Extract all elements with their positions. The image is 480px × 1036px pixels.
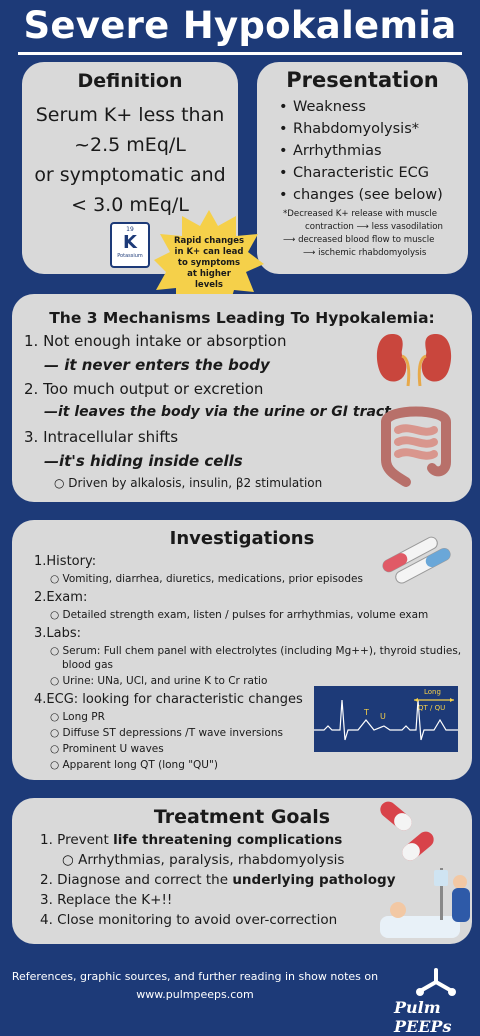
- investigations-heading: Investigations: [169, 528, 315, 549]
- inv-exam-sub: ○ Detailed strength exam, listen / pulses for arrhythmias, volume exam: [50, 609, 429, 621]
- goal-bold: underlying pathology: [232, 872, 396, 888]
- presentation-item: • Rhabdomyolysis*: [279, 118, 468, 140]
- ecg-u-label: U: [380, 712, 386, 721]
- title-rule: [18, 52, 462, 55]
- goal-bold: life threatening complications: [113, 832, 343, 848]
- presentation-item: • Characteristic ECG: [279, 162, 468, 184]
- treatment-card: [12, 798, 472, 944]
- note-text: decreased blood flow to muscle: [298, 235, 435, 245]
- presentation-note: [283, 208, 468, 260]
- inv-labs-sub2: ○ Urine: UNa, UCl, and urine K to Cr ratio: [50, 675, 268, 687]
- goal-text: 2. Diagnose and correct the: [40, 872, 233, 888]
- definition-heading: Definition: [77, 70, 183, 92]
- definition-line: ~2.5 mEq/L: [74, 134, 186, 156]
- presentation-item-cont: • changes (see below): [279, 184, 468, 206]
- test-tubes-icon: [372, 526, 468, 586]
- ecg-long-label: Long: [424, 688, 441, 696]
- inv-labs-sub1: ○ Serum: Full chem panel with electrolytes (including Mg++), thyroid studies,: [50, 645, 462, 657]
- inv-ecg-item: ○ Prominent U waves: [50, 743, 164, 755]
- inv-labs-sub2-text: Urine: UNa, UCl, and urine K to Cr ratio: [62, 675, 268, 687]
- goal-text: 1. Prevent: [40, 832, 114, 848]
- tile-number: 19: [126, 226, 134, 233]
- page-title: Severe Hypokalemia: [23, 4, 457, 47]
- inv-ecg-item-text: Prominent U waves: [62, 743, 164, 755]
- mechanism-1-detail: — it never enters the body: [44, 356, 270, 374]
- inv-history: 1.History:: [34, 554, 97, 569]
- treatment-heading: Treatment Goals: [153, 806, 331, 828]
- definition-line: Serum K+ less than: [35, 104, 225, 126]
- ecg-qt-label: QT / QU: [418, 704, 446, 712]
- goal-sub-text: Arrhythmias, paralysis, rhabdomyolysis: [78, 852, 345, 868]
- definition-body: [22, 100, 238, 220]
- inv-ecg-item: ○ Long PR: [50, 711, 105, 723]
- note-line: [283, 221, 468, 234]
- arrow-icon: ⟶: [356, 222, 369, 232]
- treatment-goal-1: [40, 832, 342, 848]
- note-text: ischemic rhabdomyolysis: [318, 248, 427, 258]
- inv-ecg-item: ○ Diffuse ST depressions /T wave inversions: [50, 727, 283, 739]
- mechanism-3-sub-text: Driven by alkalosis, insulin, β2 stimulation: [68, 476, 323, 490]
- presentation-heading: Presentation: [286, 68, 439, 92]
- definition-line: < 3.0 mEq/L: [71, 194, 189, 216]
- lungs-logo-icon: [392, 968, 480, 998]
- inv-exam-sub-text: Detailed strength exam, listen / pulses for arrhythmias, volume exam: [62, 609, 429, 621]
- inv-ecg: 4.ECG: looking for characteristic changes: [34, 692, 303, 707]
- treatment-goal-4: 4. Close monitoring to avoid over-correction: [40, 912, 338, 928]
- mechanism-2: 2. Too much output or excretion: [24, 380, 264, 398]
- arrow-icon: ⟶: [303, 248, 316, 258]
- footer-url[interactable]: www.pulmpeeps.com: [136, 988, 254, 1001]
- mechanisms-heading: The 3 Mechanisms Leading To Hypokalemia:: [49, 309, 435, 327]
- mechanism-3: 3. Intracellular shifts: [24, 428, 179, 446]
- ecg-figure: [314, 686, 458, 752]
- inv-ecg-item: ○ Apparent long QT (long "QU"): [50, 759, 218, 771]
- mechanism-3-sub: [54, 476, 322, 490]
- potassium-tile-icon: [110, 222, 150, 268]
- burst-text: Rapid changes in K+ can lead to symptoms at higher levels: [173, 235, 245, 290]
- patient-bed-icon: [380, 868, 472, 942]
- note-line: [283, 234, 468, 247]
- arrow-icon: ⟶: [283, 235, 296, 245]
- tile-name: Potassium: [117, 253, 143, 259]
- treatment-goal-3: 3. Replace the K+!!: [40, 892, 173, 908]
- presentation-item: • Arrhythmias: [279, 140, 468, 162]
- presentation-item: • Weakness: [279, 96, 468, 118]
- inv-labs-sub1-text: Serum: Full chem panel with electrolytes (including Mg++), thyroid studies,: [62, 645, 462, 657]
- footer-line: References, graphic sources, and further reading in show notes on: [11, 970, 379, 983]
- mechanisms-card: [12, 294, 472, 502]
- note-text: less vasodilation: [371, 222, 443, 232]
- note-line: [283, 247, 468, 260]
- footer: [0, 968, 390, 1004]
- treatment-goal-2: [40, 872, 396, 888]
- intestines-icon: [376, 402, 456, 484]
- inv-labs-sub1-cont: blood gas: [62, 659, 114, 671]
- treatment-goal-1-sub: ○ Arrhythmias, paralysis, rhabdomyolysis: [62, 852, 345, 868]
- pills-icon: [376, 796, 442, 866]
- tile-symbol: K: [123, 232, 137, 253]
- note-text: contraction: [305, 222, 354, 232]
- presentation-list: [279, 96, 468, 206]
- pulm-peeps-logo: [392, 968, 480, 1036]
- bullet-icon: ○: [54, 476, 69, 490]
- mechanism-3-detail: —it's hiding inside cells: [44, 452, 243, 470]
- inv-labs: 3.Labs:: [34, 626, 82, 641]
- inv-ecg-item-text: Long PR: [62, 711, 105, 723]
- mechanism-1: 1. Not enough intake or absorption: [24, 332, 287, 350]
- investigations-card: [12, 520, 472, 780]
- note-line: *Decreased K+ release with muscle: [283, 209, 438, 219]
- inv-ecg-item-text: Apparent long QT (long "QU"): [62, 759, 218, 771]
- inv-history-sub-text: Vomiting, diarrhea, diuretics, medications, prior episodes: [62, 573, 363, 585]
- presentation-card: [257, 62, 468, 274]
- definition-line: or symptomatic and: [34, 164, 226, 186]
- inv-ecg-item-text: Diffuse ST depressions /T wave inversions: [62, 727, 283, 739]
- inv-exam: 2.Exam:: [34, 590, 88, 605]
- inv-history-sub: ○ Vomiting, diarrhea, diuretics, medications, prior episodes: [50, 573, 363, 585]
- ecg-t-label: T: [364, 708, 369, 717]
- mechanism-2-detail: —it leaves the body via the urine or GI tract: [44, 404, 391, 420]
- kidneys-icon: [372, 328, 456, 388]
- logo-wordmark: Pulm PEEPs: [394, 998, 452, 1036]
